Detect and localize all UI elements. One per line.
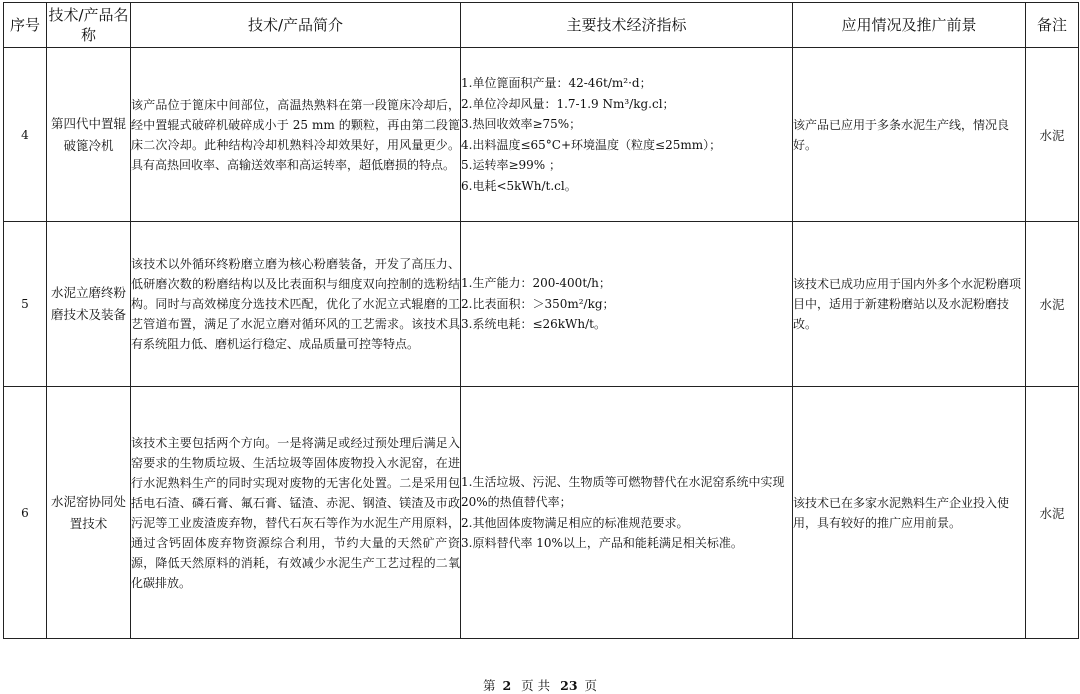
cell-desc: 该产品位于篦床中间部位，高温热熟料在第一段篦床冷却后，经中置辊式破碎机破碎成小于 25 mm 的颗粒，再由第二段篦床二次冷却。此种结构冷却机熟料冷却效果好，用风量更少。具有高热回收率、高输送效率和高运转率，超低磨损的特点。 — [131, 48, 461, 222]
page-footer — [0, 676, 1080, 694]
indicator-line: 3.系统电耗：≤26kWh/t。 — [461, 317, 606, 332]
header-remark: 备注 — [1026, 3, 1079, 48]
header-name: 技术/产品名称 — [47, 3, 131, 48]
technology-catalog-table — [3, 2, 1079, 639]
table-header-row — [4, 3, 1079, 48]
header-no: 序号 — [4, 3, 47, 48]
indicator-line: 1.单位篦面积产量：42-46t/m²·d； — [461, 76, 652, 90]
indicator-line: 4.出料温度≤65°C+环境温度（粒度≤25mm）； — [461, 137, 722, 152]
cell-application: 该产品已应用于多条水泥生产线，情况良好。 — [793, 48, 1026, 222]
page-number: 2 — [502, 678, 512, 693]
cell-remark: 水泥 — [1026, 48, 1079, 222]
header-indicators: 主要技术经济指标 — [461, 3, 793, 48]
indicator-line: 2.其他固体废物满足相应的标准规范要求。 — [461, 515, 689, 530]
indicator-line: 1.生产能力：200-400t/h； — [461, 276, 611, 291]
cell-indicators — [461, 48, 793, 222]
indicator-line: 2.单位冷却风量：1.7-1.9 Nm³/kg.cl； — [461, 96, 675, 111]
page-total: 23 — [560, 678, 578, 693]
table-row — [4, 48, 1079, 222]
cell-remark: 水泥 — [1026, 387, 1079, 639]
cell-indicators — [461, 222, 793, 387]
cell-desc: 该技术主要包括两个方向。一是将满足或经过预处理后满足入窑要求的生物质垃圾、生活垃圾等固体废物投入水泥窑，在进行水泥熟料生产的同时实现对废物的无害化处置。二是采用包括电石渣、磷石膏、氟石膏、锰渣、赤泥、钢渣、镁渣及市政污泥等工业废渣废弃物，替代石灰石等作为水泥生产用原料，通过含钙固体废弃物资源综合利用，节约大量的天然矿产资源，降低天然原料的消耗，有效减少水泥生产工艺过程的二氧化碳排放。 — [131, 387, 461, 639]
cell-remark: 水泥 — [1026, 222, 1079, 387]
header-application: 应用情况及推广前景 — [793, 3, 1026, 48]
cell-no: 6 — [4, 387, 47, 639]
cell-indicators — [461, 387, 793, 639]
indicator-line: 3.原料替代率 10%以上，产品和能耗满足相关标准。 — [461, 536, 743, 550]
header-desc: 技术/产品简介 — [131, 3, 461, 48]
cell-desc: 该技术以外循环终粉磨立磨为核心粉磨装备，开发了高压力、低研磨次数的粉磨结构以及比表面积与细度双向控制的选粉结构。同时与高效梯度分选技术匹配，优化了水泥立式辊磨的工艺管道布置，满足了水泥立磨对循环风的工艺需求。该技术具有系统阻力低、磨机运行稳定、成品质量可控等特点。 — [131, 222, 461, 387]
cell-no: 5 — [4, 222, 47, 387]
cell-application: 该技术已成功应用于国内外多个水泥粉磨项目中，适用于新建粉磨站以及水泥粉磨技改。 — [793, 222, 1026, 387]
indicator-line: 6.电耗<5kWh/t.cl。 — [461, 178, 577, 193]
indicator-line: 5.运转率≥99% ； — [461, 158, 561, 172]
cell-application: 该技术已在多家水泥熟料生产企业投入使用，具有较好的推广应用前景。 — [793, 387, 1026, 639]
page-footer-prefix: 第 — [482, 678, 496, 693]
cell-name: 水泥立磨终粉磨技术及装备 — [47, 222, 131, 387]
cell-no: 4 — [4, 48, 47, 222]
page-footer-suffix: 页 — [584, 678, 598, 693]
page-footer-mid: 页 共 — [521, 678, 551, 693]
table-row — [4, 222, 1079, 387]
cell-name: 第四代中置辊破篦冷机 — [47, 48, 131, 222]
indicator-line: 3.热回收效率≥75%； — [461, 117, 582, 131]
cell-name: 水泥窑协同处置技术 — [47, 387, 131, 639]
indicator-line: 2.比表面积：＞350m²/kg； — [461, 296, 615, 311]
indicator-line: 1.生活垃圾、污泥、生物质等可燃物替代在水泥窑系统中实现 20%的热值替代率； — [461, 474, 785, 509]
table-row — [4, 387, 1079, 639]
